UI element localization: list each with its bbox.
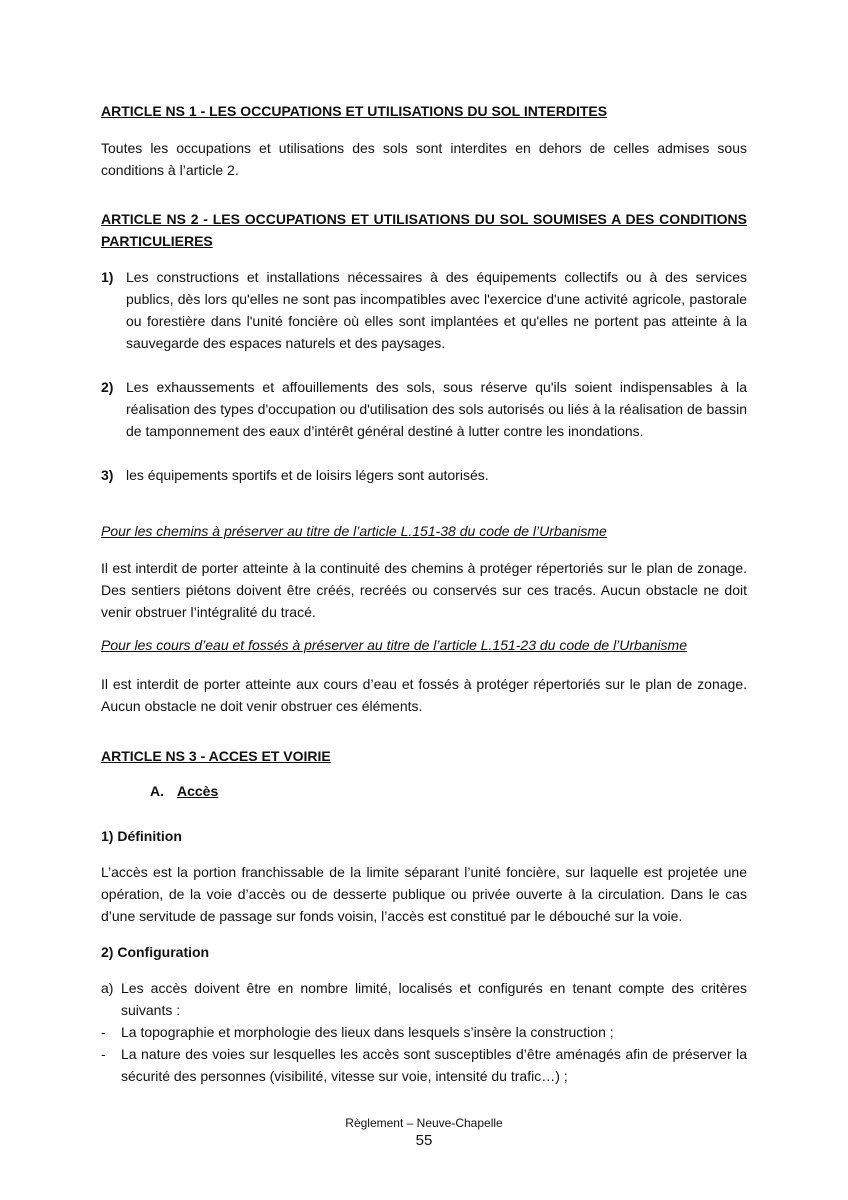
bullet-dash: -	[101, 1046, 106, 1062]
article-1-text: Toutes les occupations et utilisations des sols sont interdites en dehors de celles admises sous conditions à l’article 2.	[101, 140, 747, 178]
chemins-text: Il est interdit de porter atteinte à la continuité des chemins à protéger répertoriés sur le plan de zonage. Des sentiers piétons doivent être créés, recréés ou conservés sur ces tracés. Aucun obstacle ne doit venir obstruer l’intégralité du tracé.	[101, 560, 747, 620]
bullet-dash: -	[101, 1024, 106, 1040]
chemins-subtitle: Pour les chemins à préserver au titre de l’article L.151-38 du code de l’Urbanisme	[101, 523, 607, 539]
cours-eau-text: Il est interdit de porter atteinte aux cours d’eau et fossés à protéger répertoriés sur le plan de zonage. Aucun obstacle ne doit venir obstruer ces éléments.	[101, 676, 747, 714]
item-number: 1)	[101, 269, 114, 285]
footer-title: Règlement – Neuve-Chapelle	[345, 1116, 503, 1130]
bullet-text: La topographie et morphologie des lieux dans lesquels s’insère la construction ;	[121, 1024, 614, 1040]
item-number: 3)	[101, 467, 114, 483]
section-a-letter: A.	[150, 783, 164, 799]
item-number: 2)	[101, 379, 114, 395]
configuration-title: 2) Configuration	[101, 944, 210, 960]
definition-text: L’accès est la portion franchissable de la limite séparant l’unité foncière, sur laquelle est projetée une opération, de la voie d’accès ou de desserte publique ou privée ouverte à la circulation. Dans le cas d’une servitude de passage sur fonds voisin, l’accès est constitué par le débouché sur la voie.	[101, 864, 747, 924]
page-number: 55	[415, 1132, 433, 1149]
item-text: Les exhaussements et affouillements des sols, sous réserve qu'ils soient indispensables à la réalisation des types d'occupation ou d'utilisation des sols autorisés ou liés à la réalisation de bassin de tamponnement des eaux d’intérêt général destiné à lutter contre les inondations.	[126, 379, 747, 439]
article-1-heading: ARTICLE NS 1 - LES OCCUPATIONS ET UTILISATIONS DU SOL INTERDITES	[101, 103, 608, 119]
section-a-title: Accès	[177, 783, 219, 799]
item-prefix: a)	[101, 980, 114, 996]
cours-eau-subtitle: Pour les cours d’eau et fossés à préserver au titre de l’article L.151-23 du code de l’Urbanisme	[101, 637, 687, 653]
article-3-heading: ARTICLE NS 3 - ACCES ET VOIRIE	[101, 748, 331, 764]
item-text: les équipements sportifs et de loisirs légers sont autorisés.	[126, 467, 489, 483]
article-2-heading: ARTICLE NS 2 - LES OCCUPATIONS ET UTILISATIONS DU SOL SOUMISES A DES CONDITIONS PARTICULIERES	[101, 211, 747, 249]
config-a-text: Les accès doivent être en nombre limité, localisés et configurés en tenant compte des critères suivants :	[121, 980, 747, 1018]
bullet-text: La nature des voies sur lesquelles les accès sont susceptibles d’être aménagés afin de préserver la sécurité des personnes (visibilité, vitesse sur voie, intensité du trafic…) ;	[121, 1046, 747, 1084]
item-text: Les constructions et installations nécessaires à des équipements collectifs ou à des services publics, dès lors qu'elles ne sont pas incompatibles avec l'exercice d'une activité agricole, pastorale ou forestière dans l'unité foncière où elles sont implantées et qu'elles ne portent pas atteinte à la sauvegarde des espaces naturels et des paysages.	[126, 269, 747, 351]
definition-title: 1) Définition	[101, 828, 182, 844]
